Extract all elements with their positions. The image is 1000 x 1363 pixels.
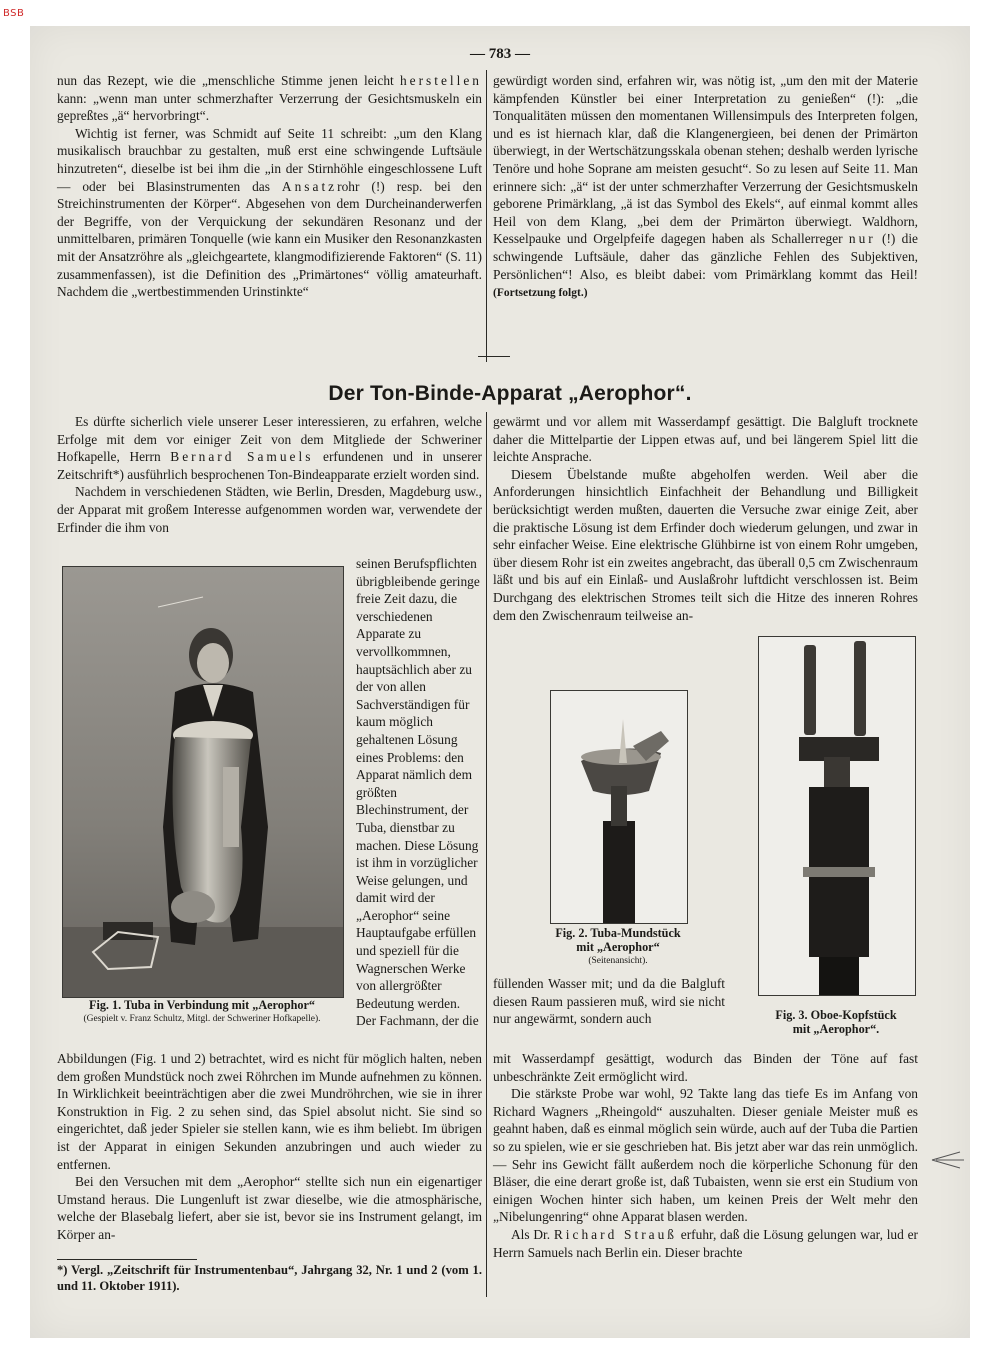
footnote: *) Vergl. „Zeitschrift für Instrumentenbau“, Jahrgang 32, Nr. 1 und 2 (vom 1. und 11. Oktober 1911). <box>57 1263 482 1293</box>
article-headline: Der Ton-Binde-Apparat „Aerophor“. <box>328 382 692 405</box>
paragraph: mit Wasserdampf gesättigt, wodurch das Binden der Töne auf fast unbeschränkte Zeit ermöglicht wird. <box>493 1051 918 1084</box>
paragraph: Die stärkste Probe war wohl, 92 Takte lang das tiefe Es im Anfang von Richard Wagners „Rheingold“ auszuhalten. Dieser geniale Meister muß es geahnt haben, daß es einmal möglich sein würde, auch auf der Tuba die Partien so zu spielen, wie er sie geschrieben hat. Bis jetzt aber war das rein unmöglich. — Sehr ins Gewicht fällt außerdem noch die körperliche Schonung für den Bläser, die eine derart große ist, daß Tubaisten, wenn sie erst ein Studium von einigen Wochen hinter sich haben, um keinen Preis der Welt mehr den „Nibelungenring“ ohne Apparat blasen werden. <box>493 1086 918 1225</box>
library-mark: BSB <box>3 8 25 19</box>
figure-1-subcaption: (Gespielt v. Franz Schultz, Mitgl. der Schweriner Hofkapelle). <box>83 1014 321 1024</box>
article-left-narrow <box>356 555 482 1030</box>
article-column-divider <box>486 412 487 1297</box>
figure-3-caption-line2: mit „Aerophor“. <box>792 1022 880 1036</box>
footnote-divider <box>57 1259 197 1260</box>
paragraph: gewärmt und vor allem mit Wasserdampf gesättigt. Die Balgluft trocknete daher die Mittelpartie der Lippen etwas auf, und bei längerem Spiel litt die leichte Ansprache. <box>493 414 918 465</box>
figure-1-photo <box>62 566 344 998</box>
top-right-column <box>493 72 918 303</box>
article-left-intro <box>57 413 482 536</box>
figure-2-caption-line2: mit „Aerophor“ <box>576 940 660 954</box>
paragraph: Diesem Übelstande mußte abgeholfen werden. Weil aber die Anforderungen hinsichtlich Einfachheit der Behandlung und Billigkeit berücksichtigt werden mußten, dauerten die Versuche zwar einige Zeit, aber die praktische Lösung ist dem Erfinder doch wiederum gelungen, und zwar in sehr einfacher Weise. Eine elektrische Glühbirne ist von einem Rohr umgeben, über diesem Rohr ist ein zweites angebracht, das überall 0,5 cm Zwischenraum läßt und bis auf ein Einlaß- und Auslaßrohr luftdicht verschlossen ist. Beim Durchgang des elektrischen Stromes teilt sich die Hitze des inneren Rohres dem den Zwischenraum teilweise an- <box>493 466 918 623</box>
figure-2-photo <box>550 690 688 924</box>
paragraph: Es dürfte sicherlich viele unserer Leser interessieren, zu erfahren, welche Erfolge mit dem vor einiger Zeit von dem Mitgliede der Schweriner Hofkapelle, Herrn Bernard Samuels erfundenen und in unserer Zeitschrift*) ausführlich besprochenen Ton-Bindeapparate erzielt worden sind. <box>57 414 482 482</box>
figure-3-caption <box>750 1008 922 1036</box>
top-left-column <box>57 72 482 301</box>
article-right-intro <box>493 413 918 624</box>
figure-3-caption-line1: Fig. 3. Oboe-Kopfstück <box>775 1008 897 1022</box>
paragraph: Bei den Versuchen mit dem „Aerophor“ stellte sich nun ein eigenartiger Umstand heraus. Die Lungenluft ist zwar dieselbe, wie die atmosphärische, welche der Blasebalg liefert, aber sie ist, bevor sie ins Instrument gelangt, im Körper an- <box>57 1174 482 1242</box>
paragraph: seinen Berufspflichten übrigbleibende geringe freie Zeit dazu, die verschiedenen Apparate zu vervollkommnen, hauptsächlich aber zu der von allen Sachverständigen für kaum möglich gehaltenen Lösung eines Problems: den Apparat nämlich dem größten Blechinstrument, der Tuba, dienstbar zu machen. Diese Lösung ist ihm in vorzüglicher Weise gelungen, und damit wird der „Aerophor“ seine Hauptaufgabe erfüllen und speziell für die Wagnerschen Werke von allergrößter Bedeutung werden. Der Fachmann, der die <box>356 556 480 1029</box>
paragraph: gewürdigt worden sind, erfahren wir, was nötig ist, „um den mit der Materie kämpfenden Künstler bei einer Interpretation zu genießen“ (!): „die Tonqualitäten müssen den momentanen Willensimpuls des Interpreten folgen, und es ist hiernach klar, daß die Klangenergieen, bei denen der Primärton überwiegt, in der Wertschätzungsskala obenan stehen; deshalb werden lyrische Tenöre und hohe Soprane am meisten gesucht“. So zu lesen auf Seite 11. Man erinnere sich: „ä“ ist der unter schmerzhafter Verzerrung der Gesichtsmuskeln geborene Primärklang, „ä ist das Symbol des Ekels“, auf einmal kommt alles Heil von dem Klang, „bei dem der Primärton überwiegt. Waldhorn, Kesselpauke und Orgelpfeife dagegen haben als Schallerreger nur (!) die schwingende Luftsäule, daher das gänzliche Fehlen des Subjektiven, Persönlichen“! Also, es bleibt dabei: vom Primärklang kommt das Heil! (Fortsetzung folgt.) <box>493 73 918 300</box>
section-divider <box>478 356 510 357</box>
figure-2-caption-line1: Fig. 2. Tuba-Mundstück <box>555 926 681 940</box>
paragraph: Abbildungen (Fig. 1 und 2) betrachtet, wird es nicht für möglich halten, neben dem großen Mundstück noch zwei Röhrchen im Munde aufnehmen zu können. In Wirklichkeit beeinträchtigen aber die zwei Mundröhrchen, wie sie in ihrer Konstruktion in Fig. 2 zu sehen sind, das Spiel absolut nicht. Sie sind so eingerichtet, daß jeder Spieler sie stellen kann, wie es ihm beliebt. Im übrigen ist der Apparat in einigen Sekunden anzubringen und auch wieder zu entfernen. <box>57 1051 482 1172</box>
margin-pencil-mark <box>930 1140 970 1180</box>
paragraph: Als Dr. Richard Strauß erfuhr, daß die Lösung gelungen war, lud er Herrn Samuels nach Berlin ein. Dieser brachte <box>493 1226 918 1260</box>
article-right-bottom <box>493 1050 918 1261</box>
figure-2-subcaption: (Seitenansicht). <box>588 956 648 966</box>
page-number: — 783 — <box>470 46 530 62</box>
paragraph: Nachdem in verschiedenen Städten, wie Berlin, Dresden, Magdeburg usw., der Apparat mit großem Interesse aufgenommen worden war, verwendete der Erfinder die ihm von <box>57 484 482 535</box>
continuation-note: (Fortsetzung folgt.) <box>493 287 588 300</box>
paragraph: Wichtig ist ferner, was Schmidt auf Seite 11 schreibt: „um den Klang musikalisch brauchbar zu gestalten, muß erst eine schwingende Luftsäule hinzutreten“, dieselbe ist bei ihm die „in der Stirnhöhle eingeschlossene Luft — oder bei Blasinstrumenten das Ansatzrohr (!) resp. bei den Streichinstrumenten der Körper“. Abgesehen von dem Durcheinanderwerfen der Begriffe, von der Verquickung der sekundären Resonanz und der unmittelbaren, primären Tonquelle (wie kann ein Musiker den Resonanzkasten mit der Ansatzröhre als „gleichgeartete, klangmodifizierende Faktoren“ (S. 11) zusammenfassen), ist die Definition des „Primärtones“ völlig amateurhaft. Nachdem die „wertbestimmenden Urinstinkte“ <box>57 125 482 300</box>
column-divider <box>486 70 487 362</box>
figure-2-caption <box>530 926 706 968</box>
paragraph: nun das Rezept, wie die „menschliche Stimme jenen leicht herstellen kann: „wenn man unter schmerzhafter Verzerrung der Gesichtsmuskeln ein gepreßtes „ä“ hervorbringt“. <box>57 73 482 124</box>
article-right-mid <box>493 975 725 1028</box>
paragraph: füllenden Wasser mit; und da die Balgluft diesen Raum passieren muß, wird sie nicht nur angewärmt, sondern auch <box>493 976 725 1027</box>
article-left-bottom <box>57 1050 482 1244</box>
figure-1-caption-text: Fig. 1. Tuba in Verbindung mit „Aerophor“ <box>89 998 315 1012</box>
figure-3-photo <box>758 636 916 996</box>
figure-1-caption <box>52 998 352 1026</box>
